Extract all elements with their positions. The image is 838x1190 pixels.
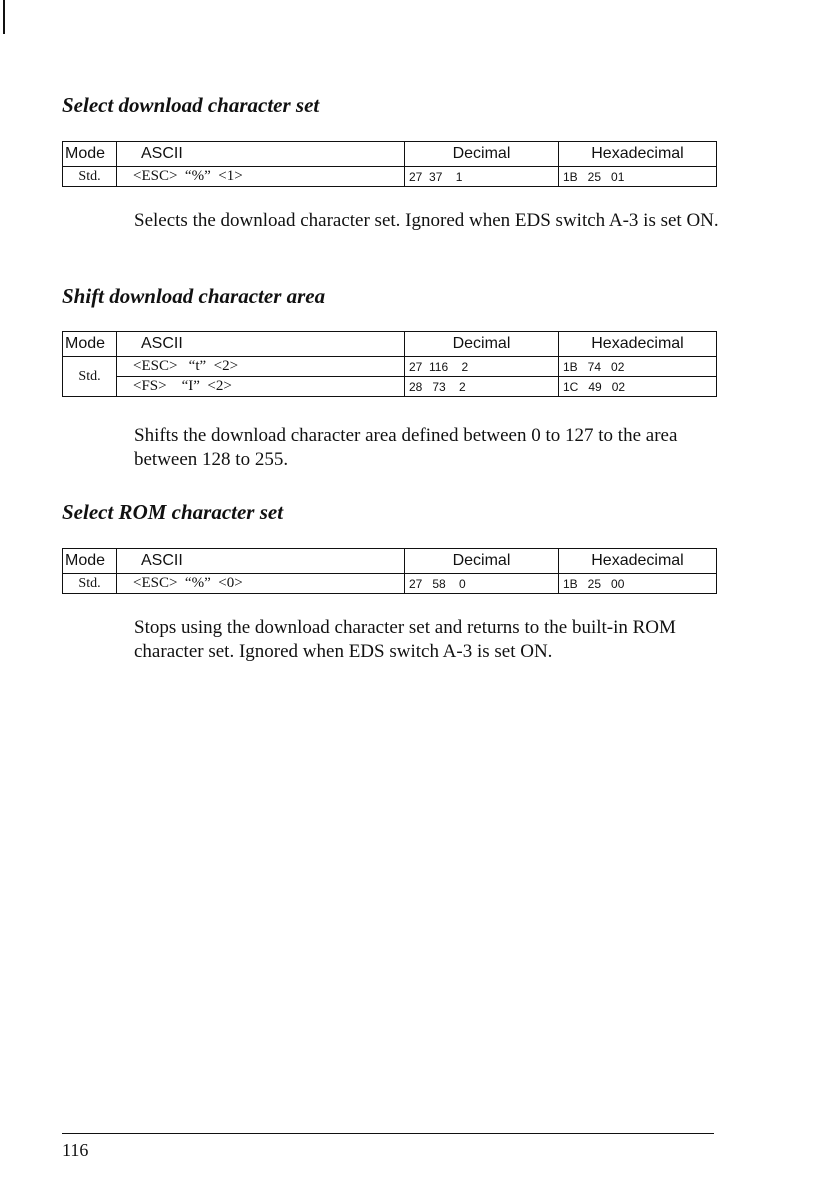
- hex-cell: 1B 74 02: [559, 357, 717, 377]
- ascii-cell: <ESC> “%” <1>: [117, 167, 405, 187]
- header-hexadecimal: Hexadecimal: [559, 332, 717, 357]
- section-shift-download-character-area: [62, 282, 722, 394]
- section-heading: Select ROM character set: [62, 500, 284, 524]
- table-row: [63, 357, 717, 377]
- header-decimal: Decimal: [405, 142, 559, 167]
- command-table: [62, 331, 717, 397]
- ascii-cell: <FS> “I” <2>: [117, 377, 405, 397]
- command-table: [62, 141, 717, 187]
- table-header-row: [63, 142, 717, 167]
- section-description: Stops using the download character set and returns to the built-in ROM character set. Ignored when EDS switch A-3 is set ON.: [134, 617, 676, 662]
- header-mode: Mode: [63, 142, 117, 167]
- decimal-cell: 27 116 2: [405, 357, 559, 377]
- scan-edge-mark: [3, 0, 5, 34]
- section-heading: Select download character set: [62, 93, 320, 117]
- header-ascii: ASCII: [117, 549, 405, 574]
- header-hexadecimal: Hexadecimal: [559, 549, 717, 574]
- command-table: [62, 548, 717, 594]
- mode-cell: Std.: [63, 357, 117, 397]
- header-decimal: Decimal: [405, 549, 559, 574]
- footer-rule: [62, 1133, 714, 1134]
- header-decimal: Decimal: [405, 332, 559, 357]
- decimal-cell: 27 37 1: [405, 167, 559, 187]
- hex-cell: 1C 49 02: [559, 377, 717, 397]
- table-row: [63, 167, 717, 187]
- table-row: [63, 377, 717, 397]
- table-header-row: [63, 332, 717, 357]
- hex-cell: 1B 25 01: [559, 167, 717, 187]
- header-mode: Mode: [63, 332, 117, 357]
- section-select-download-character-set: [62, 91, 722, 184]
- mode-cell: Std.: [63, 574, 117, 594]
- decimal-cell: 27 58 0: [405, 574, 559, 594]
- section-description: Shifts the download character area defined between 0 to 127 to the area between 128 to 255.: [134, 425, 678, 470]
- page-number: 116: [62, 1140, 89, 1160]
- table-row: [63, 574, 717, 594]
- section-description: Selects the download character set. Ignored when EDS switch A-3 is set ON.: [134, 210, 719, 231]
- section-heading: Shift download character area: [62, 284, 326, 308]
- table-header-row: [63, 549, 717, 574]
- header-hexadecimal: Hexadecimal: [559, 142, 717, 167]
- ascii-cell: <ESC> “%” <0>: [117, 574, 405, 594]
- header-ascii: ASCII: [117, 142, 405, 167]
- ascii-cell: <ESC> “t” <2>: [117, 357, 405, 377]
- hex-cell: 1B 25 00: [559, 574, 717, 594]
- header-ascii: ASCII: [117, 332, 405, 357]
- mode-cell: Std.: [63, 167, 117, 187]
- decimal-cell: 28 73 2: [405, 377, 559, 397]
- header-mode: Mode: [63, 549, 117, 574]
- section-select-rom-character-set: [62, 498, 722, 591]
